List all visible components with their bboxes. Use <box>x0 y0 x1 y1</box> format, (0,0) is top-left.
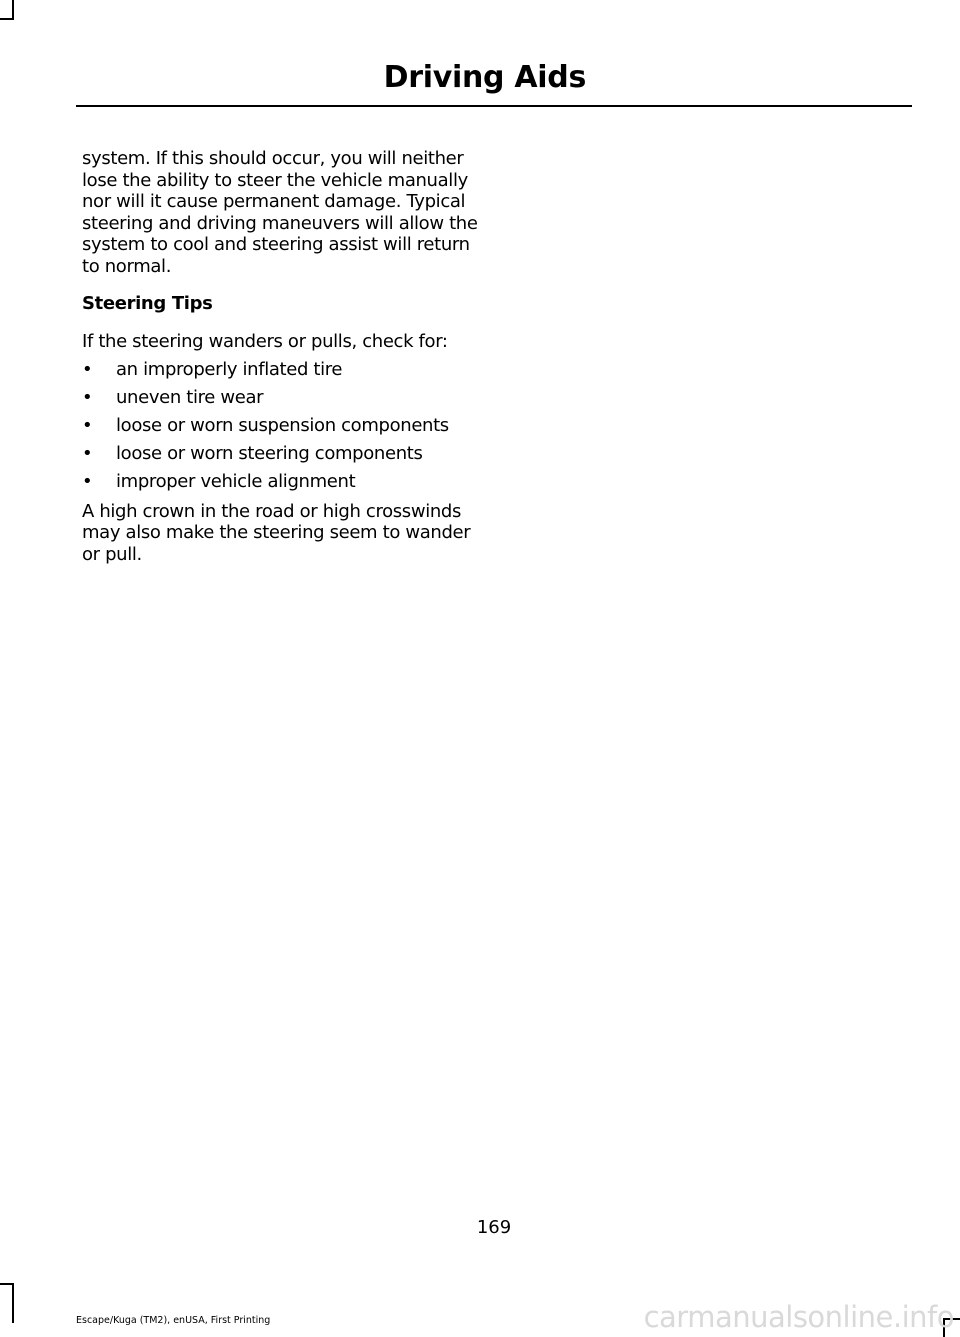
list-item <box>82 443 478 471</box>
list-item-text: loose or worn suspension components <box>116 414 449 436</box>
bullet-icon: • <box>82 414 93 436</box>
closing-paragraph: A high crown in the road or high crosswinds may also make the steering seem to wander or pull. <box>82 500 471 565</box>
list-item <box>82 387 478 415</box>
list-item <box>82 471 478 499</box>
list-item-text: improper vehicle alignment <box>116 470 356 492</box>
list-item <box>82 415 478 443</box>
page-number: 169 <box>476 1217 512 1238</box>
crop-mark-top-left <box>0 18 14 20</box>
list-item <box>82 359 478 387</box>
list-item-text: loose or worn steering components <box>116 442 423 464</box>
list-item-text: an improperly inflated tire <box>116 358 343 380</box>
list-item-text: uneven tire wear <box>116 386 264 408</box>
crop-mark-bottom-left <box>12 1283 14 1323</box>
header-divider <box>76 105 912 107</box>
crop-mark-bottom-left <box>0 1283 14 1285</box>
bullet-icon: • <box>82 358 93 380</box>
crop-mark-top-left <box>12 0 14 20</box>
page-title: Driving Aids <box>383 60 586 95</box>
bullet-list <box>82 359 478 499</box>
section-subheading: Steering Tips <box>82 293 213 314</box>
body-column <box>82 148 478 565</box>
bullet-icon: • <box>82 470 93 492</box>
edition-note: Escape/Kuga (TM2), enUSA, First Printing <box>76 1315 271 1326</box>
intro-paragraph: system. If this should occur, you will neither lose the ability to steer the vehicle manually nor will it cause permanent damage. Typical steering and driving maneuvers will allow the system to cool and steering assist will return to normal. <box>82 148 478 277</box>
bullet-icon: • <box>82 386 93 408</box>
site-watermark: carmanualsonline.info <box>643 1300 954 1334</box>
bullet-icon: • <box>82 442 93 464</box>
lead-in-text: If the steering wanders or pulls, check for: <box>82 331 448 352</box>
